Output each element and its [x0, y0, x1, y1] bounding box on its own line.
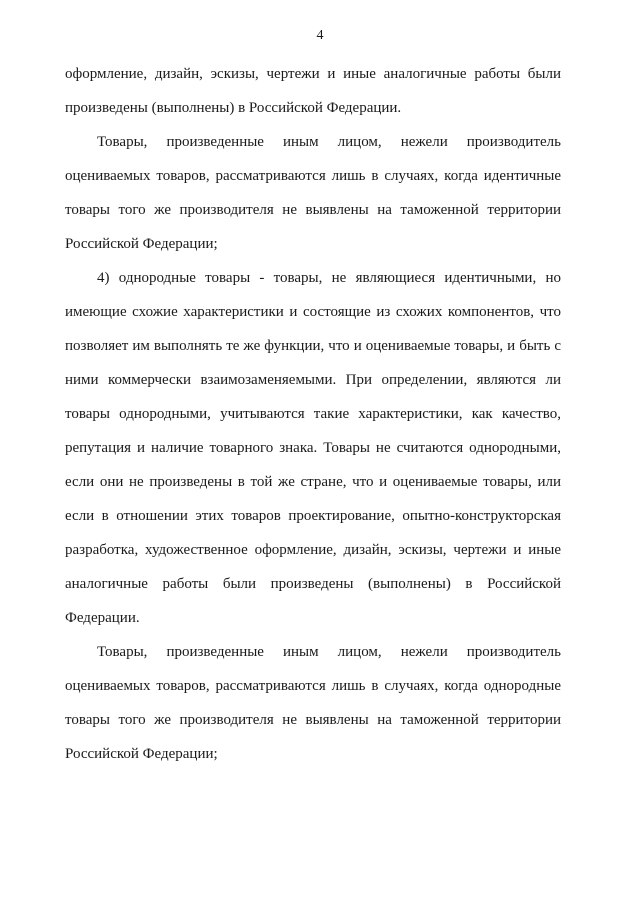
text-line: Российской Федерации; — [65, 236, 218, 252]
text-line: ними коммерчески взаимозаменяемыми. При определении, являются ли — [65, 372, 561, 388]
text-line: Товары, произведенные иным лицом, нежели производитель — [97, 644, 561, 660]
text-line: разработка, художественное оформление, дизайн, эскизы, чертежи и иные — [65, 542, 561, 558]
text-line: Товары, произведенные иным лицом, нежели производитель — [97, 134, 561, 150]
text-line: товары того же производителя не выявлены на таможенной территории — [65, 202, 561, 218]
text-line: Российской Федерации; — [65, 746, 218, 762]
text-line: если они не произведены в той же стране, что и оцениваемые товары, или — [65, 474, 561, 490]
text-line: оцениваемых товаров, рассматриваются лишь в случаях, когда идентичные — [65, 168, 561, 184]
text-line: репутация и наличие товарного знака. Товары не считаются однородными, — [65, 440, 561, 456]
document-body — [65, 57, 561, 771]
text-line: оформление, дизайн, эскизы, чертежи и иные аналогичные работы были — [65, 66, 561, 82]
page-number: 4 — [316, 28, 324, 43]
text-line: Федерации. — [65, 610, 140, 626]
text-line: оцениваемых товаров, рассматриваются лишь в случаях, когда однородные — [65, 678, 561, 694]
text-line: если в отношении этих товаров проектирование, опытно-конструкторская — [65, 508, 561, 524]
text-line: товары того же производителя не выявлены на таможенной территории — [65, 712, 561, 728]
text-line: аналогичные работы были произведены (выполнены) в Российской — [65, 576, 561, 592]
text-line: произведены (выполнены) в Российской Федерации. — [65, 100, 402, 116]
text-line: позволяет им выполнять те же функции, что и оцениваемые товары, и быть с — [65, 338, 561, 354]
text-line: имеющие схожие характеристики и состоящие из схожих компонентов, что — [65, 304, 561, 320]
text-line: 4) однородные товары - товары, не являющиеся идентичными, но — [97, 270, 561, 286]
text-line: товары однородными, учитываются такие характеристики, как качество, — [65, 406, 561, 422]
